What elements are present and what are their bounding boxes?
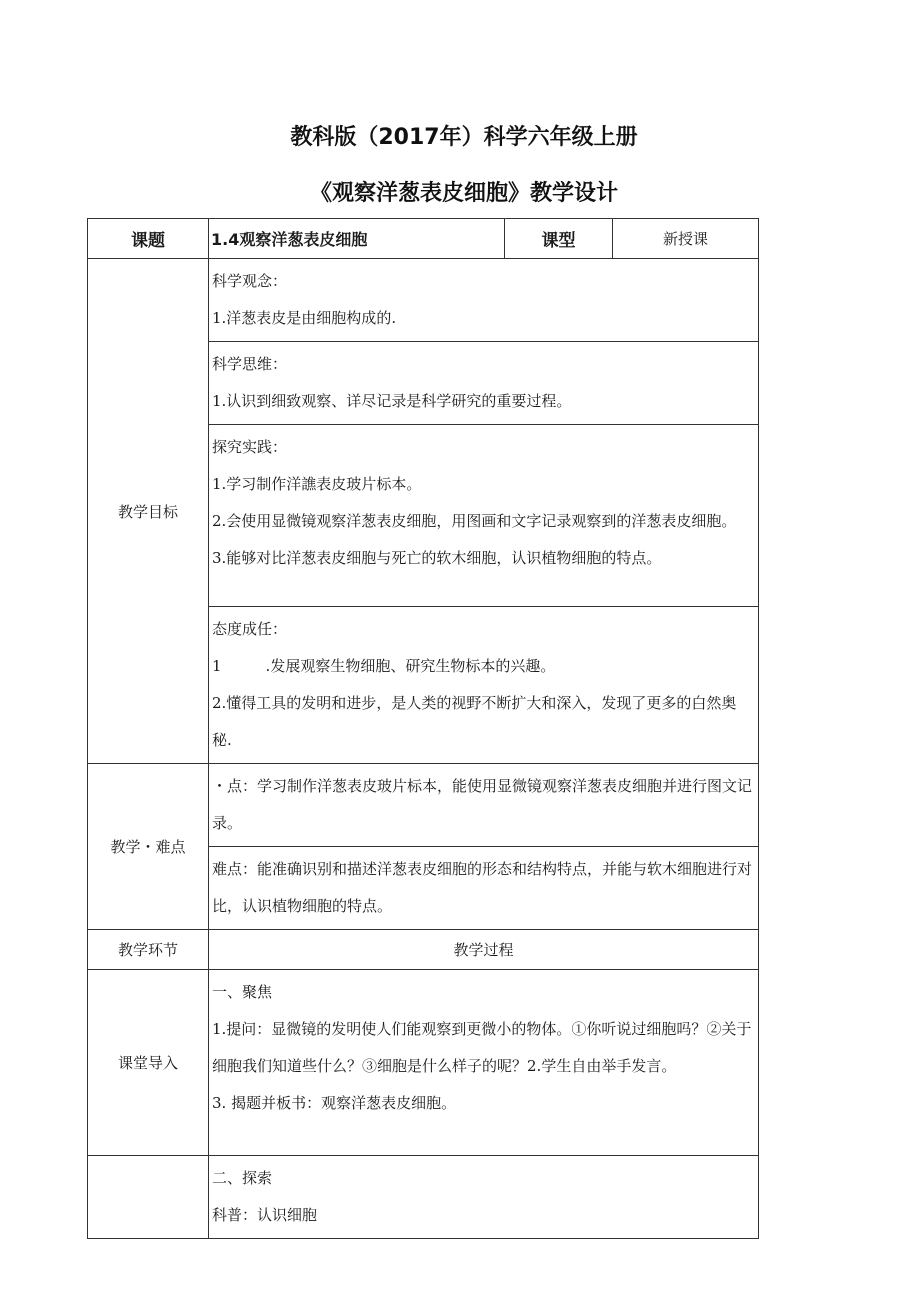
objectives-label: 教学目标 <box>88 259 209 764</box>
intro-heading: 一、聚焦 <box>212 983 273 1001</box>
practice-cell <box>209 425 759 607</box>
concept-heading: 科学观念： <box>212 272 288 290</box>
type-value: 新授课 <box>613 219 759 259</box>
keypoints-label: 教学・难点 <box>88 764 209 930</box>
explore-label <box>88 1156 209 1239</box>
type-label: 课型 <box>505 219 613 259</box>
practice-item-3: 3.能够对比洋葱表皮细胞与死亡的软木细胞，认识植物细胞的特点。 <box>212 549 662 567</box>
attitude-item-1 <box>212 648 754 685</box>
objective-concept-row <box>88 259 759 342</box>
explore-heading: 二、探索 <box>212 1169 273 1187</box>
explore-line-1: 科普：认识细胞 <box>212 1206 318 1224</box>
course-label: 课题 <box>88 219 209 259</box>
attitude-heading: 态度成任： <box>212 620 288 638</box>
explore-cell <box>209 1156 759 1239</box>
attitude-item-1-number: 1 <box>212 657 222 675</box>
thinking-heading: 科学思维： <box>212 355 288 373</box>
practice-heading: 探究实践： <box>212 438 288 456</box>
process-label: 教学过程 <box>209 930 759 970</box>
document-title: 教科版（2017年）科学六年级上册 <box>290 125 638 150</box>
process-header-row <box>88 930 759 970</box>
thinking-cell <box>209 342 759 425</box>
stage-label: 教学环节 <box>88 930 209 970</box>
header-row <box>88 219 759 259</box>
keypoint-text: ・点：学习制作洋葱表皮玻片标本，能使用显微镜观察洋葱表皮细胞并进行图文记录。 <box>212 777 753 832</box>
intro-label: 课堂导入 <box>88 970 209 1156</box>
practice-item-2: 2.会使用显微镜观察洋葱表皮细胞，用图画和文字记录观察到的洋葱表皮细胞。 <box>212 512 737 530</box>
difficulty-text: 难点：能准确识别和描述洋葱表皮细胞的形态和结构特点，并能与软木细胞进行对比，认识植物细胞的特点。 <box>212 860 753 915</box>
concept-item: 1.洋葱表皮是由细胞构成的. <box>212 309 397 327</box>
intro-row <box>88 970 759 1156</box>
attitude-cell <box>209 607 759 764</box>
keypoint-row <box>88 764 759 847</box>
practice-item-1: 1.学习制作洋譙表皮玻片标本。 <box>212 475 422 493</box>
keypoint-cell <box>209 764 759 847</box>
intro-line-1: 1.提问：显微镜的发明使人们能观察到更微小的物体。①你听说过细胞吗？②关于细胞我们知道些什么？③细胞是什么样子的呢？2.学生自由举手发言。 <box>212 1020 752 1075</box>
concept-cell <box>209 259 759 342</box>
intro-line-2: 3. 揭题并板书：观察洋葱表皮细胞。 <box>212 1094 457 1112</box>
explore-row <box>88 1156 759 1239</box>
attitude-item-1-text: .发展观察生物细胞、研究生物标本的兴趣。 <box>265 657 556 675</box>
course-value: 1.4观察洋葱表皮细胞 <box>209 219 505 259</box>
difficulty-cell <box>209 847 759 930</box>
lesson-title: 《观察洋葱表皮细胞》教学设计 <box>309 181 618 206</box>
lesson-plan-table <box>87 218 759 1239</box>
attitude-item-2: 2.懂得工具的发明和进步，是人类的视野不断扩大和深入，发现了更多的白然奥秘. <box>212 694 737 749</box>
intro-cell <box>209 970 759 1156</box>
thinking-item: 1.认识到细致观察、详尽记录是科学研究的重要过程。 <box>212 392 572 410</box>
